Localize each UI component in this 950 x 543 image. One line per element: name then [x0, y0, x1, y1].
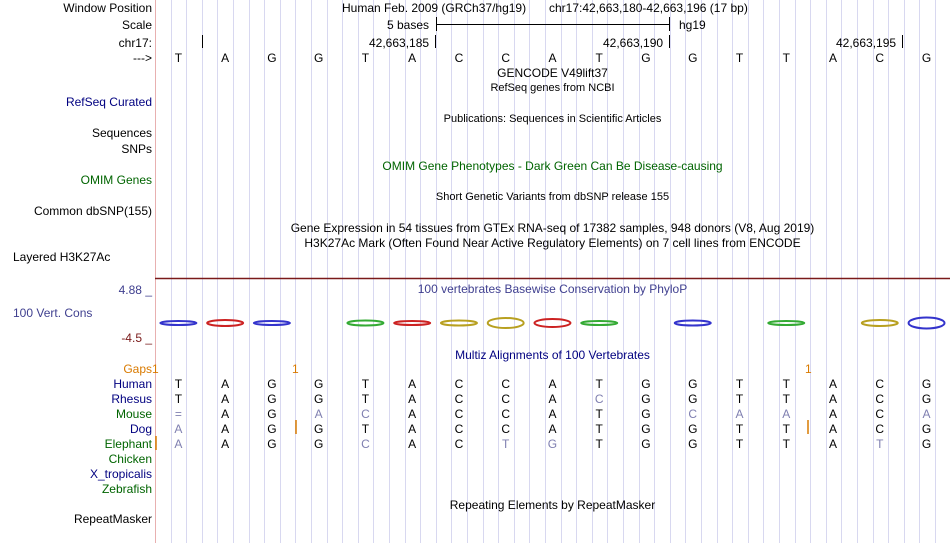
reference-base: G — [688, 51, 698, 65]
vert-cons-label[interactable]: 100 Vert. Cons — [13, 306, 93, 320]
species-base: A — [408, 392, 417, 406]
species-base: C — [454, 437, 464, 451]
species-base: A — [829, 392, 838, 406]
conservation-glyph — [488, 318, 524, 328]
species-base: C — [501, 377, 511, 391]
species-label[interactable]: Human — [113, 377, 152, 391]
species-base: A — [221, 407, 230, 421]
omim-track-title[interactable]: OMIM Gene Phenotypes - Dark Green Can Be Disease-causing — [382, 159, 723, 173]
reference-base: G — [921, 51, 932, 65]
species-label[interactable]: Zebrafish — [101, 482, 152, 496]
conservation-glyph — [160, 321, 196, 325]
species-base: T — [174, 377, 183, 391]
species-base: C — [875, 407, 885, 421]
reference-base: G — [267, 51, 277, 65]
species-base: T — [595, 407, 603, 421]
conservation-glyph — [909, 318, 945, 329]
species-base: C — [594, 392, 604, 406]
species-base: T — [782, 377, 790, 391]
cons-max-label: 4.88 _ — [118, 283, 152, 297]
conservation-glyph — [347, 321, 383, 326]
layered-h3k27ac-label[interactable]: Layered H3K27Ac — [13, 250, 111, 264]
species-base: A — [221, 422, 230, 436]
species-base: T — [782, 422, 790, 436]
species-base: A — [548, 377, 557, 391]
species-base: A — [829, 437, 838, 451]
gaps-label: Gaps — [123, 362, 152, 376]
species-base: G — [313, 377, 324, 391]
species-base: A — [408, 377, 417, 391]
reference-base: A — [408, 51, 417, 65]
species-base: G — [688, 377, 698, 391]
repeatmasker-label[interactable]: RepeatMasker — [73, 512, 152, 526]
reference-base: A — [221, 51, 230, 65]
species-base: G — [641, 422, 651, 436]
species-base: T — [174, 392, 183, 406]
species-base: G — [267, 437, 277, 451]
reference-base: C — [454, 51, 464, 65]
gap-mark: 1 — [805, 362, 812, 376]
species-base: G — [267, 407, 277, 421]
species-base: G — [313, 422, 324, 436]
cons-track-title[interactable]: 100 vertebrates Basewise Conservation by PhyloP — [417, 282, 688, 296]
gencode-track-title[interactable]: GENCODE V49lift37 — [497, 66, 608, 80]
species-base: T — [735, 422, 744, 436]
species-base: C — [875, 392, 885, 406]
multiz-track-title[interactable]: Multiz Alignments of 100 Vertebrates — [455, 348, 650, 362]
species-base: A — [829, 377, 838, 391]
species-base: C — [454, 377, 464, 391]
species-base: A — [408, 437, 417, 451]
species-base: T — [595, 377, 603, 391]
refseq-track-subtitle: RefSeq genes from NCBI — [490, 82, 615, 94]
refseq-curated-label[interactable]: RefSeq Curated — [65, 95, 152, 109]
gap-mark: 1 — [152, 362, 159, 376]
omim-genes-label[interactable]: OMIM Genes — [80, 173, 152, 187]
scale-label: Scale — [121, 18, 152, 32]
species-label[interactable]: Elephant — [104, 437, 152, 451]
gap-mark: 1 — [292, 362, 299, 376]
dbsnp-track-title[interactable]: Short Genetic Variants from dbSNP release 155 — [435, 191, 670, 203]
species-base: T — [735, 377, 744, 391]
sequences-label[interactable]: Sequences — [91, 126, 152, 140]
common-dbsnp-label[interactable]: Common dbSNP(155) — [33, 204, 152, 218]
species-base: T — [595, 437, 603, 451]
conservation-glyph — [394, 321, 430, 325]
conservation-glyph — [768, 321, 804, 325]
window-position-label: Window Position — [63, 1, 152, 15]
species-base: G — [688, 392, 698, 406]
species-base: A — [408, 422, 417, 436]
species-base: T — [735, 437, 744, 451]
species-base: G — [641, 407, 651, 421]
species-base: G — [641, 377, 651, 391]
species-base: A — [221, 437, 230, 451]
species-base: G — [313, 392, 324, 406]
species-base: A — [221, 377, 230, 391]
species-base: A — [548, 392, 557, 406]
species-base: G — [547, 437, 558, 451]
species-base: T — [876, 437, 884, 451]
species-label[interactable]: Mouse — [115, 407, 152, 421]
species-base: A — [174, 422, 183, 436]
species-label[interactable]: X_tropicalis — [89, 467, 152, 481]
species-base: C — [361, 407, 370, 421]
repeatmasker-track-title[interactable]: Repeating Elements by RepeatMasker — [449, 498, 656, 512]
species-base: T — [361, 377, 370, 391]
snps-label[interactable]: SNPs — [121, 142, 152, 156]
conservation-glyph — [441, 321, 477, 326]
conservation-glyph — [254, 321, 290, 325]
scale-value: 5 bases — [387, 18, 430, 32]
species-label[interactable]: Chicken — [108, 452, 152, 466]
conservation-glyph — [675, 321, 711, 326]
species-base: A — [922, 407, 931, 421]
species-base: C — [361, 437, 370, 451]
coord-tick-1: 42,663,185 — [369, 36, 430, 50]
species-base: A — [782, 407, 791, 421]
reference-base: G — [313, 51, 324, 65]
species-base: C — [688, 407, 698, 421]
species-base: G — [688, 422, 698, 436]
coord-tick-3: 42,663,195 — [836, 36, 897, 50]
reference-base: T — [735, 51, 744, 65]
reference-base: A — [548, 51, 557, 65]
species-base: A — [408, 407, 417, 421]
species-base: C — [454, 392, 464, 406]
reference-base: A — [829, 51, 838, 65]
species-base: A — [829, 422, 838, 436]
gtex-track-title[interactable]: Gene Expression in 54 tissues from GTEx RNA-seq of 17382 samples, 948 donors (V8, Aug 2019) — [290, 221, 815, 235]
reference-base: G — [641, 51, 651, 65]
conservation-glyph — [534, 319, 570, 327]
species-base: C — [454, 407, 464, 421]
species-base: A — [735, 407, 744, 421]
species-base: C — [501, 407, 511, 421]
reference-base: T — [595, 51, 603, 65]
species-base: G — [267, 392, 277, 406]
species-base: C — [454, 422, 464, 436]
species-base: G — [688, 437, 698, 451]
reference-base: T — [782, 51, 790, 65]
species-base: C — [501, 392, 511, 406]
h3k27ac-track-title[interactable]: H3K27Ac Mark (Often Found Near Active Regulatory Elements) on 7 cell lines from ENCODE — [304, 236, 801, 250]
species-base: C — [875, 422, 885, 436]
publications-track-title[interactable]: Publications: Sequences in Scientific Articles — [443, 113, 662, 125]
species-label[interactable]: Dog — [129, 422, 152, 436]
scale-db: hg19 — [679, 18, 706, 32]
species-base: G — [641, 392, 651, 406]
species-base: G — [267, 377, 277, 391]
species-base: A — [548, 407, 557, 421]
coord-tick-2: 42,663,190 — [603, 36, 664, 50]
strand-label: ---> — [133, 51, 152, 65]
species-base: A — [221, 392, 230, 406]
species-base: G — [921, 422, 932, 436]
species-base: G — [641, 437, 651, 451]
conservation-glyph — [207, 320, 243, 326]
reference-base: T — [361, 51, 370, 65]
species-base: = — [174, 407, 182, 421]
species-base: G — [921, 437, 932, 451]
reference-base: T — [174, 51, 183, 65]
species-base: G — [921, 392, 932, 406]
chrom-label: chr17: — [118, 36, 152, 50]
species-base: T — [782, 392, 790, 406]
assembly-text: Human Feb. 2009 (GRCh37/hg19) — [342, 1, 527, 15]
species-base: T — [361, 392, 370, 406]
position-text: chr17:42,663,180-42,663,196 (17 bp) — [549, 1, 748, 15]
species-base: A — [829, 407, 838, 421]
species-base: T — [782, 437, 790, 451]
species-base: T — [735, 392, 744, 406]
cons-min-label: -4.5 _ — [121, 331, 152, 345]
species-base: C — [875, 377, 885, 391]
species-base: A — [174, 437, 183, 451]
species-base: T — [595, 422, 603, 436]
species-base: G — [921, 377, 932, 391]
conservation-glyph — [862, 320, 898, 326]
species-base: A — [548, 422, 557, 436]
species-base: G — [267, 422, 277, 436]
species-label[interactable]: Rhesus — [111, 392, 152, 406]
conservation-glyph — [581, 321, 617, 325]
reference-base: C — [875, 51, 885, 65]
species-base: T — [361, 422, 370, 436]
reference-base: C — [501, 51, 511, 65]
species-base: T — [502, 437, 510, 451]
species-base: C — [501, 422, 511, 436]
species-base: A — [314, 407, 323, 421]
species-base: G — [313, 437, 324, 451]
